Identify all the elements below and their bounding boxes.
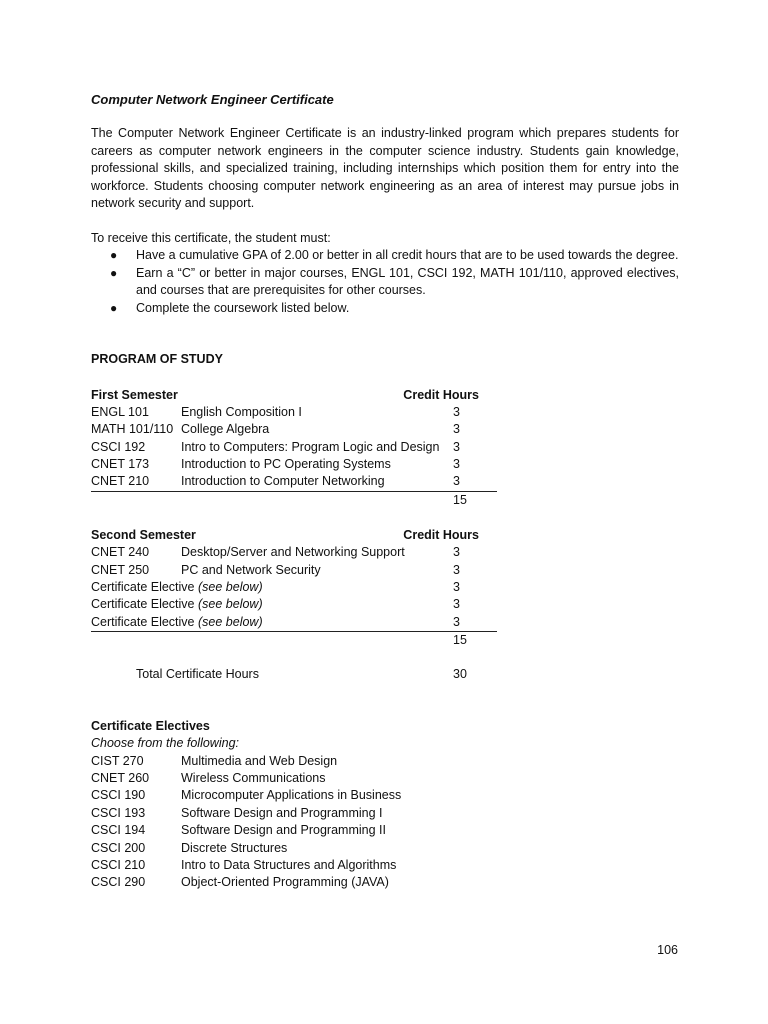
requirement-item: ● Complete the coursework listed below. <box>91 300 679 318</box>
table-header: First Semester Credit Hours <box>91 387 479 402</box>
total-certificate-hours: Total Certificate Hours 30 <box>136 667 467 682</box>
table-row: Certificate Elective (see below) 3 <box>91 579 460 594</box>
list-item: CSCI 200 Discrete Structures <box>91 840 288 855</box>
table-row: CNET 250 PC and Network Security 3 <box>91 562 460 577</box>
requirements-intro: To receive this certificate, the student must: <box>91 230 331 245</box>
table-row: Certificate Elective (see below) 3 <box>91 614 497 632</box>
list-item: CSCI 210 Intro to Data Structures and Algorithms <box>91 858 397 873</box>
program-of-study-heading: PROGRAM OF STUDY <box>91 352 223 366</box>
table-row: CNET 173 Introduction to PC Operating Systems 3 <box>91 457 460 472</box>
document-page <box>91 92 679 892</box>
list-item: CSCI 190 Microcomputer Applications in Business <box>91 788 402 803</box>
second-semester-table <box>91 527 497 650</box>
page-number: 106 <box>657 943 678 957</box>
list-item: CSCI 290 Object-Oriented Programming (JAVA) <box>91 875 389 890</box>
table-header: Second Semester Credit Hours <box>91 527 479 542</box>
table-row: CNET 240 Desktop/Server and Networking Support 3 <box>91 545 460 560</box>
list-item: CIST 270 Multimedia and Web Design <box>91 753 338 768</box>
table-row: CSCI 192 Intro to Computers: Program Logic and Design 3 <box>91 439 460 454</box>
first-semester-table <box>91 387 497 510</box>
bullet-icon: ● <box>110 248 118 262</box>
list-item: CSCI 194 Software Design and Programming II <box>91 823 386 838</box>
list-item: CNET 260 Wireless Communications <box>91 771 326 786</box>
table-row: MATH 101/110 College Algebra 3 <box>91 422 460 437</box>
table-row: CNET 210 Introduction to Computer Networking 3 <box>91 473 497 491</box>
semester-total: 15 <box>453 633 467 648</box>
requirement-item: ● Earn a “C” or better in major courses, ENGL 101, CSCI 192, MATH 101/110, approved electives, and courses that are prerequisites for other courses. <box>110 265 679 297</box>
semester-total: 15 <box>453 492 467 507</box>
electives-heading: Certificate Electives <box>91 718 210 733</box>
table-row: ENGL 101 English Composition I 3 <box>91 404 460 419</box>
requirements-list <box>91 247 679 317</box>
program-description: The Computer Network Engineer Certificate is an industry-linked program which prepares students for careers as computer network engineers in the computer science industry. Students gain knowledge, professional skills, and specialized training, including internships which position them for entry into the workforce. Students choosing computer network engineering as an area of interest may pursue jobs in network security and support. <box>91 126 679 210</box>
page-title: Computer Network Engineer Certificate <box>91 92 334 107</box>
table-row: Certificate Elective (see below) 3 <box>91 597 460 612</box>
bullet-icon: ● <box>110 265 118 280</box>
certificate-electives <box>91 718 679 892</box>
electives-subheading: Choose from the following: <box>91 736 239 751</box>
bullet-icon: ● <box>110 300 118 315</box>
list-item: CSCI 193 Software Design and Programming I <box>91 805 383 820</box>
requirement-item: ● Have a cumulative GPA of 2.00 or better in all credit hours that are to be used towards the degree. <box>91 247 679 265</box>
